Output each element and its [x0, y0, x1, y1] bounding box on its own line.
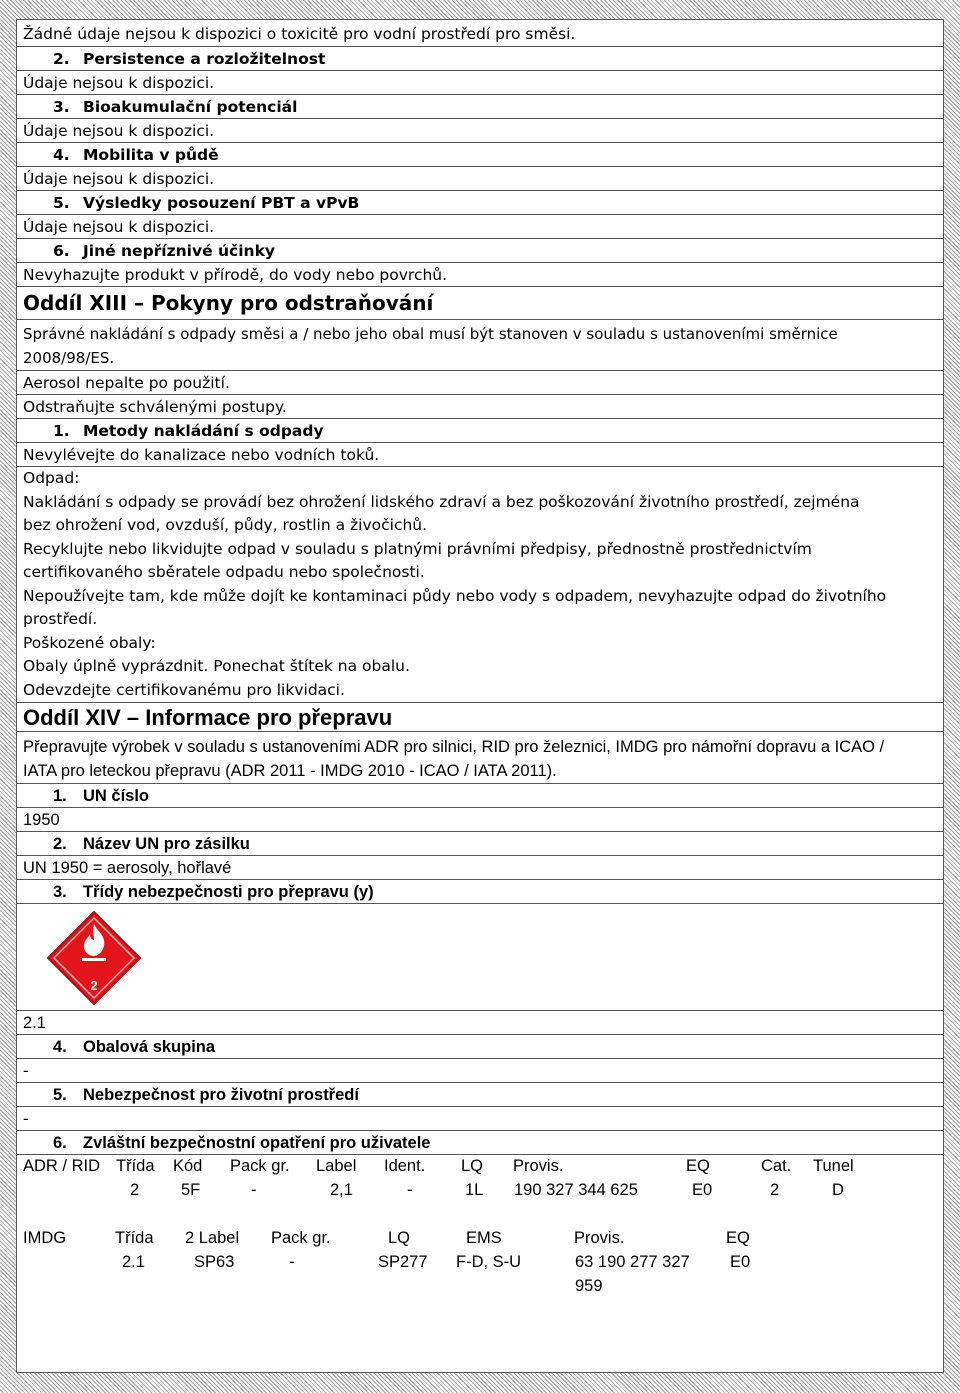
s12-item-text: Údaje nejsou k dispozici.	[16, 70, 944, 94]
adr-value-cell: 190 327 344 625	[514, 1181, 638, 1199]
adr-value-cell: D	[832, 1181, 844, 1199]
adr-header-cell: EQ	[686, 1157, 710, 1175]
flammable-gas-diamond-svg	[46, 910, 142, 1006]
s14-item-heading: 5. Nebezpečnost pro životní prostředí	[16, 1082, 944, 1106]
waste-line: Odevzdejte certifikovanému pro likvidaci.	[23, 680, 345, 699]
waste-block	[16, 466, 944, 702]
section-13-heading: Oddíl XIII – Pokyny pro odstraňování	[16, 286, 944, 319]
adr-header-cell: Provis.	[513, 1157, 564, 1175]
imdg-header-cell: EQ	[726, 1229, 750, 1247]
imdg-value-cell: SP63	[194, 1253, 235, 1271]
adr-value-cell: -	[251, 1181, 257, 1199]
env-hazard-value: -	[16, 1106, 944, 1130]
s13-intro	[16, 319, 944, 370]
s12-item-heading: 6. Jiné nepříznivé účinky	[16, 238, 944, 262]
toxicity-text: Žádné údaje nejsou k dispozici o toxicitě pro vodní prostředí pro směsi.	[23, 25, 576, 43]
waste-line: Poškozené obaly:	[23, 633, 156, 652]
waste-line: certifikovaného sběratele odpadu nebo společnosti.	[23, 563, 425, 581]
s13-intro-line: 2008/98/ES.	[23, 348, 115, 367]
s14-item-heading: 6. Zvláštní bezpečnostní opatření pro uživatele	[16, 1130, 944, 1154]
imdg-header-cell: Pack gr.	[271, 1229, 331, 1247]
s14-intro	[16, 731, 944, 783]
waste-line: prostředí.	[23, 610, 98, 628]
un-shipping-name-value: UN 1950 = aerosoly, hořlavé	[16, 855, 944, 879]
imdg-provis-continuation: 959	[575, 1277, 603, 1295]
imdg-table	[16, 1227, 944, 1307]
transport-class-value: 2.1	[16, 1010, 944, 1034]
adr-value-cell: 2,1	[330, 1181, 353, 1199]
s13-subheading: 1. Metody nakládání s odpady	[16, 418, 944, 442]
s12-item-heading: 2. Persistence a rozložitelnost	[16, 46, 944, 70]
imdg-header-cell: IMDG	[23, 1229, 67, 1247]
document-body	[16, 22, 944, 1307]
waste-line: Obaly úplně vyprázdnit. Ponechat štítek na obalu.	[23, 657, 410, 675]
hazard-class-number: 2	[90, 978, 98, 993]
adr-header-cell: Pack gr.	[230, 1157, 290, 1175]
imdg-header-cell: Třída	[115, 1229, 154, 1247]
imdg-value-cell: E0	[730, 1253, 751, 1271]
waste-line: Recyklujte nebo likvidujte odpad v souladu s platnými právními předpisy, přednostně prostřednictvím	[23, 539, 812, 558]
waste-line: Nakládání s odpady se provádí bez ohrožení lidského zdraví a bez poškozování životního prostředí, zejména	[23, 492, 860, 511]
imdg-header-cell: LQ	[388, 1229, 411, 1247]
imdg-value-cell: F-D, S-U	[456, 1253, 522, 1271]
packing-group-value: -	[16, 1058, 944, 1082]
s12-item-text: Údaje nejsou k dispozici.	[16, 166, 944, 190]
hazard-symbol-row	[16, 903, 944, 1010]
adr-header-cell: Tunel	[813, 1157, 854, 1175]
adr-rid-table	[16, 1154, 944, 1227]
waste-line: Nepoužívejte tam, kde může dojít ke kontaminaci půdy nebo vody s odpadem, nevyhazujte odpad do životního	[23, 586, 887, 605]
adr-header-cell: Ident.	[384, 1157, 426, 1175]
adr-value-cell: 5F	[181, 1181, 201, 1199]
adr-header-cell: Třída	[116, 1157, 155, 1175]
s12-item-text: Údaje nejsou k dispozici.	[16, 214, 944, 238]
waste-line: Odpad:	[23, 469, 80, 487]
adr-value-cell: -	[407, 1181, 413, 1199]
adr-value-cell: 1L	[465, 1181, 484, 1199]
s12-item-heading: 4. Mobilita v půdě	[16, 142, 944, 166]
imdg-value-cell: SP277	[378, 1253, 428, 1271]
imdg-header-cell: 2 Label	[185, 1229, 240, 1247]
s12-item-text: Nevyhazujte produkt v přírodě, do vody nebo povrchů.	[16, 262, 944, 286]
s14-item-heading: 4. Obalová skupina	[16, 1034, 944, 1058]
flammable-gas-diamond-icon	[46, 910, 142, 1006]
s14-intro-line: IATA pro leteckou přepravu (ADR 2011 - IMDG 2010 - ICAO / IATA 2011).	[23, 761, 557, 780]
s14-item-heading: 2. Název UN pro zásilku	[16, 831, 944, 855]
s12-item-heading: 5. Výsledky posouzení PBT a vPvB	[16, 190, 944, 214]
s12-item-text: Údaje nejsou k dispozici.	[16, 118, 944, 142]
adr-header-cell: Kód	[173, 1157, 203, 1175]
adr-header-cell: LQ	[461, 1157, 484, 1175]
section-14-heading: Oddíl XIV – Informace pro přepravu	[16, 702, 944, 731]
imdg-header-cell: Provis.	[574, 1229, 625, 1247]
imdg-value-cell: -	[289, 1253, 295, 1271]
imdg-value-cell: 2.1	[122, 1253, 145, 1271]
adr-header-cell: ADR / RID	[23, 1157, 101, 1175]
adr-value-cell: E0	[692, 1181, 713, 1199]
imdg-header-cell: EMS	[466, 1229, 502, 1247]
aerosol-text: Aerosol nepalte po použití.	[16, 370, 944, 394]
sewer-text: Nevylévejte do kanalizace nebo vodních toků.	[16, 442, 944, 466]
adr-header-cell: Label	[316, 1157, 357, 1175]
s14-intro-line: Přepravujte výrobek v souladu s ustanoveními ADR pro silnici, RID pro železnici, IMDG pro námořní dopravu a ICAO /	[23, 738, 885, 756]
s13-intro-line: Správné nakládání s odpady směsi a / nebo jeho obal musí být stanoven v souladu s ustanoveními směrnice	[23, 325, 838, 343]
un-number-value: 1950	[16, 807, 944, 831]
imdg-value-cell: 63 190 277 327	[575, 1253, 690, 1271]
dispose-text: Odstraňujte schválenými postupy.	[16, 394, 944, 418]
s12-item-heading: 3. Bioakumulační potenciál	[16, 94, 944, 118]
adr-value-cell: 2	[770, 1181, 780, 1199]
s14-item-heading: 1. UN číslo	[16, 783, 944, 807]
s14-item-heading: 3. Třídy nebezpečnosti pro přepravu (y)	[16, 879, 944, 903]
adr-header-cell: Cat.	[761, 1157, 792, 1175]
adr-value-cell: 2	[130, 1181, 140, 1199]
waste-line: bez ohrožení vod, ovzduší, půdy, rostlin a živočichů.	[23, 516, 428, 534]
